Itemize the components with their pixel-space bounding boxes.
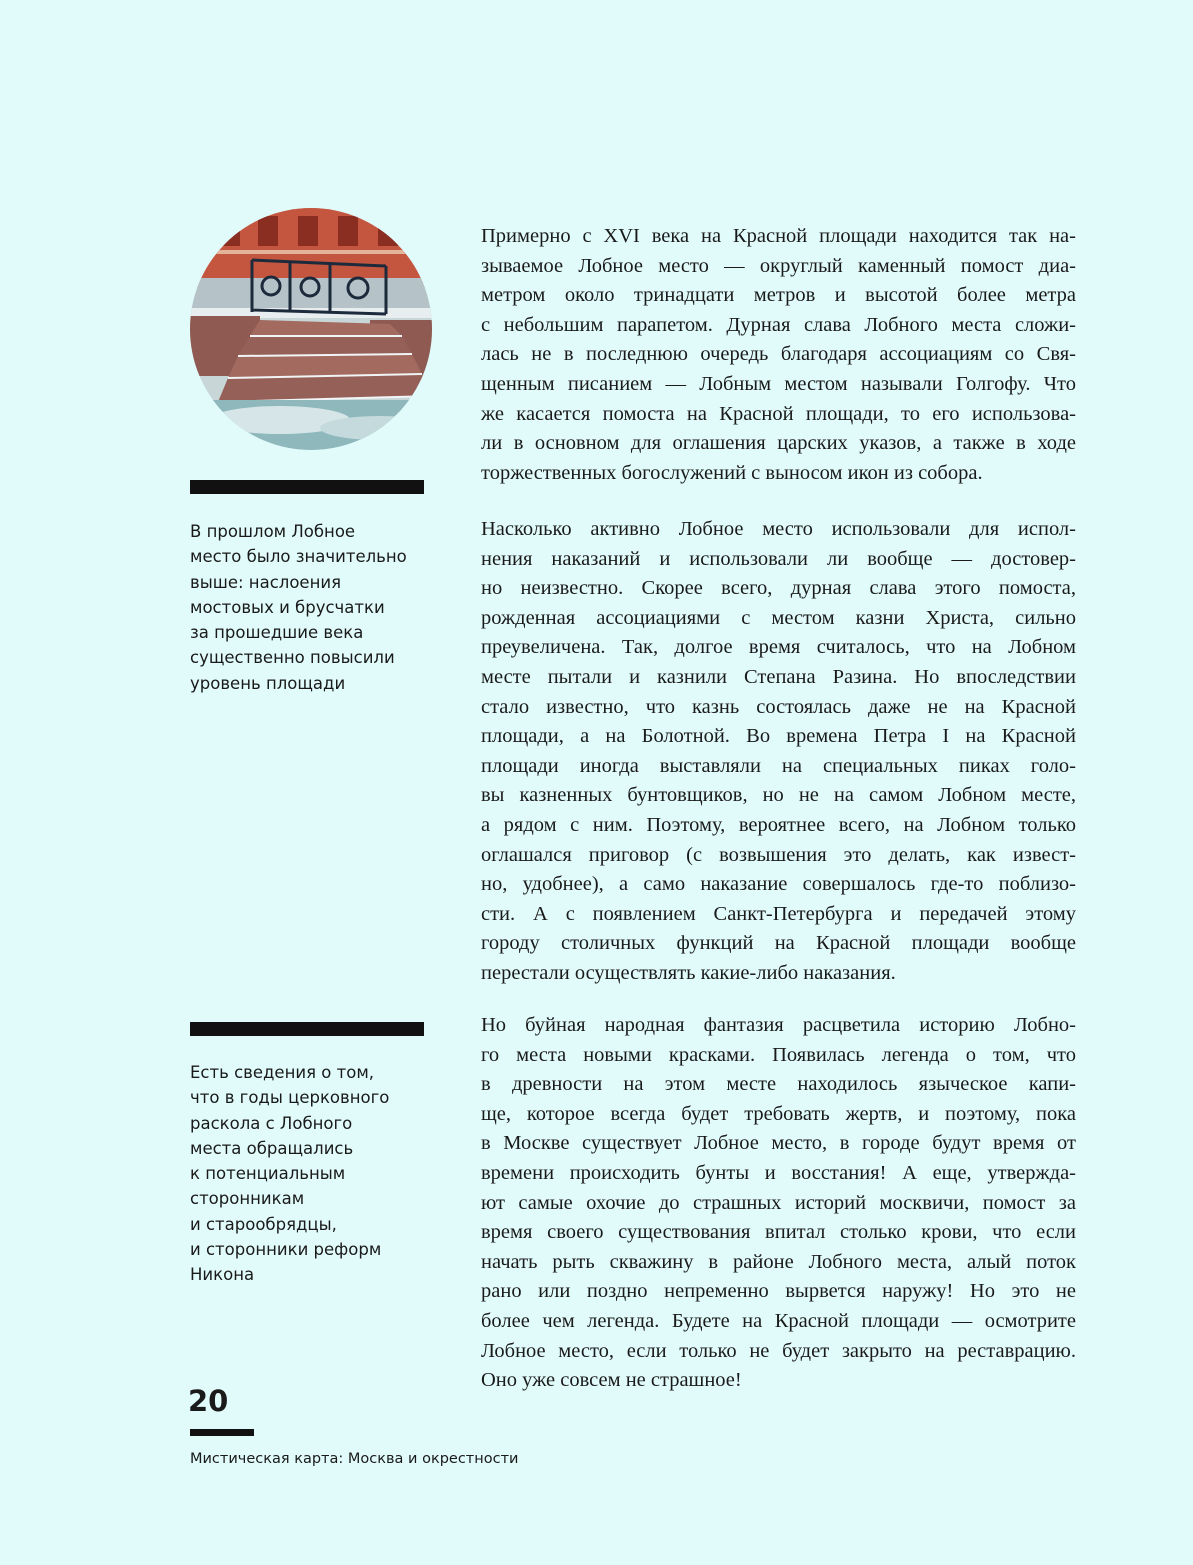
paragraph-line: ют самые охочие до страшных историй москвичи, помост за bbox=[481, 1191, 1076, 1214]
sidenote-line: Есть сведения о том, bbox=[190, 1063, 375, 1082]
paragraph-line: более чем легенда. Будете на Красной площади — осмотрите bbox=[481, 1309, 1076, 1332]
paragraph-line: Оно уже совсем не страшное! bbox=[481, 1369, 742, 1392]
paragraph-line: вы казненных бунтовщиков, но не на самом Лобном месте, bbox=[481, 784, 1076, 807]
paragraph-line: месте пытали и казнили Степана Разина. Но впоследствии bbox=[481, 665, 1076, 688]
paragraph-line: ще, которое всегда будет требовать жертв, и поэтому, пока bbox=[481, 1102, 1076, 1125]
body-paragraph bbox=[481, 222, 1076, 488]
paragraph-line: Насколько активно Лобное место использовали для испол- bbox=[481, 518, 1076, 540]
running-footer: Мистическая карта: Москва и окрестности bbox=[190, 1451, 519, 1467]
sidenote-line: мостовых и брусчатки bbox=[190, 597, 385, 617]
paragraph-line: щенным писанием — Лобным местом называли Голгофу. Что bbox=[481, 372, 1076, 395]
paragraph-line: но неизвестно. Скорее всего, дурная слава этого помоста, bbox=[481, 577, 1076, 600]
sidenote-line: существенно повысили bbox=[190, 648, 395, 668]
sidenote-line: места обращались bbox=[190, 1138, 354, 1158]
paragraph-line: преувеличена. Так, долгое время считалось, что на Лобном bbox=[481, 636, 1076, 659]
sidenote-line: за прошедшие века bbox=[190, 623, 364, 643]
paragraph-line: рано или поздно непременно вырвется наружу! Но это не bbox=[481, 1280, 1076, 1303]
body-paragraph bbox=[481, 1011, 1076, 1396]
paragraph-line: торжественных богослужений с выносом икон из собора. bbox=[481, 461, 983, 484]
paragraph-line: перестали осуществлять какие-либо наказания. bbox=[481, 961, 896, 984]
paragraph-line: сти. А с появлением Санкт-Петербурга и передачей этому bbox=[481, 902, 1076, 925]
paragraph-line: оглашался приговор (с возвышения это делать, как извест- bbox=[481, 843, 1076, 866]
sidenote-line: и старообрядцы, bbox=[190, 1214, 337, 1234]
paragraph-line: время своего существования впитал столько крови, что если bbox=[481, 1221, 1076, 1244]
sidenote-line: что в годы церковного bbox=[190, 1088, 390, 1108]
paragraph-line: в древности на этом месте находилось языческое капи- bbox=[481, 1073, 1076, 1096]
paragraph-line: ли в основном для оглашения царских указов, а также в ходе bbox=[481, 432, 1076, 455]
sidenote-line: уровень площади bbox=[190, 673, 346, 693]
sidenote bbox=[190, 1060, 430, 1288]
paragraph-line: лась не в последнюю очередь благодаря ассоциациям со Свя- bbox=[481, 343, 1076, 366]
sidenote-divider bbox=[190, 480, 424, 494]
paragraph-line: го места новыми красками. Появилась легенда о том, что bbox=[481, 1043, 1076, 1066]
paragraph-line: а рядом с ним. Поэтому, вероятнее всего, на Лобном только bbox=[481, 813, 1076, 836]
paragraph-line: но, удобнее), а само наказание совершалось где-то поблизо- bbox=[481, 873, 1076, 896]
paragraph-line: площади иногда выставляли на специальных пиках голо- bbox=[481, 754, 1076, 777]
sidenote-divider bbox=[190, 1022, 424, 1036]
sidenote-line: к потенциальным bbox=[190, 1164, 346, 1184]
paragraph-line: же касается помоста на Красной площади, то его использова- bbox=[481, 402, 1076, 425]
page-number-underline bbox=[190, 1429, 254, 1436]
sidenote-line: сторонникам bbox=[190, 1189, 305, 1209]
sidenote-line: Никона bbox=[190, 1265, 255, 1285]
sidenote-line: место было значительно bbox=[190, 547, 407, 567]
body-paragraph bbox=[481, 515, 1076, 989]
paragraph-line: Примерно с XVI века на Красной площади находится так на- bbox=[481, 225, 1076, 247]
paragraph-line: зываемое Лобное место — округлый каменный помост диа- bbox=[481, 254, 1076, 277]
paragraph-line: с небольшим парапетом. Дурная слава Лобного места сложи- bbox=[481, 313, 1076, 336]
sidenote-line: В прошлом Лобное bbox=[190, 522, 356, 541]
paragraph-line: нения наказаний и использовали ли вообще — достовер- bbox=[481, 547, 1076, 570]
paragraph-line: Но буйная народная фантазия расцветила историю Лобно- bbox=[481, 1014, 1076, 1036]
sidenote-line: и сторонники реформ bbox=[190, 1240, 382, 1260]
sidenote bbox=[190, 519, 430, 696]
paragraph-line: начать рыть скважину в районе Лобного места, алый поток bbox=[481, 1250, 1076, 1273]
paragraph-line: рожденная ассоциациями с местом казни Христа, сильно bbox=[481, 606, 1076, 629]
paragraph-line: времени происходить бунты и восстания! А еще, утвержда- bbox=[481, 1161, 1076, 1184]
sidenote-line: раскола с Лобного bbox=[190, 1113, 353, 1133]
paragraph-line: стало известно, что казнь состоялась даже не на Красной bbox=[481, 695, 1076, 718]
paragraph-line: в Москве существует Лобное место, в городе будут время от bbox=[481, 1132, 1076, 1155]
sidenote-line: выше: наслоения bbox=[190, 572, 342, 592]
paragraph-line: площади, а на Болотной. Во времена Петра I на Красной bbox=[481, 725, 1076, 748]
page-number: 20 bbox=[188, 1384, 229, 1418]
paragraph-line: метром около тринадцати метров и высотой более метра bbox=[481, 284, 1076, 307]
lobnoe-mesto-photo bbox=[190, 208, 432, 450]
paragraph-line: городу столичных функций на Красной площади вообще bbox=[481, 932, 1076, 955]
paragraph-line: Лобное место, если только не будет закрыто на реставрацию. bbox=[481, 1339, 1076, 1362]
